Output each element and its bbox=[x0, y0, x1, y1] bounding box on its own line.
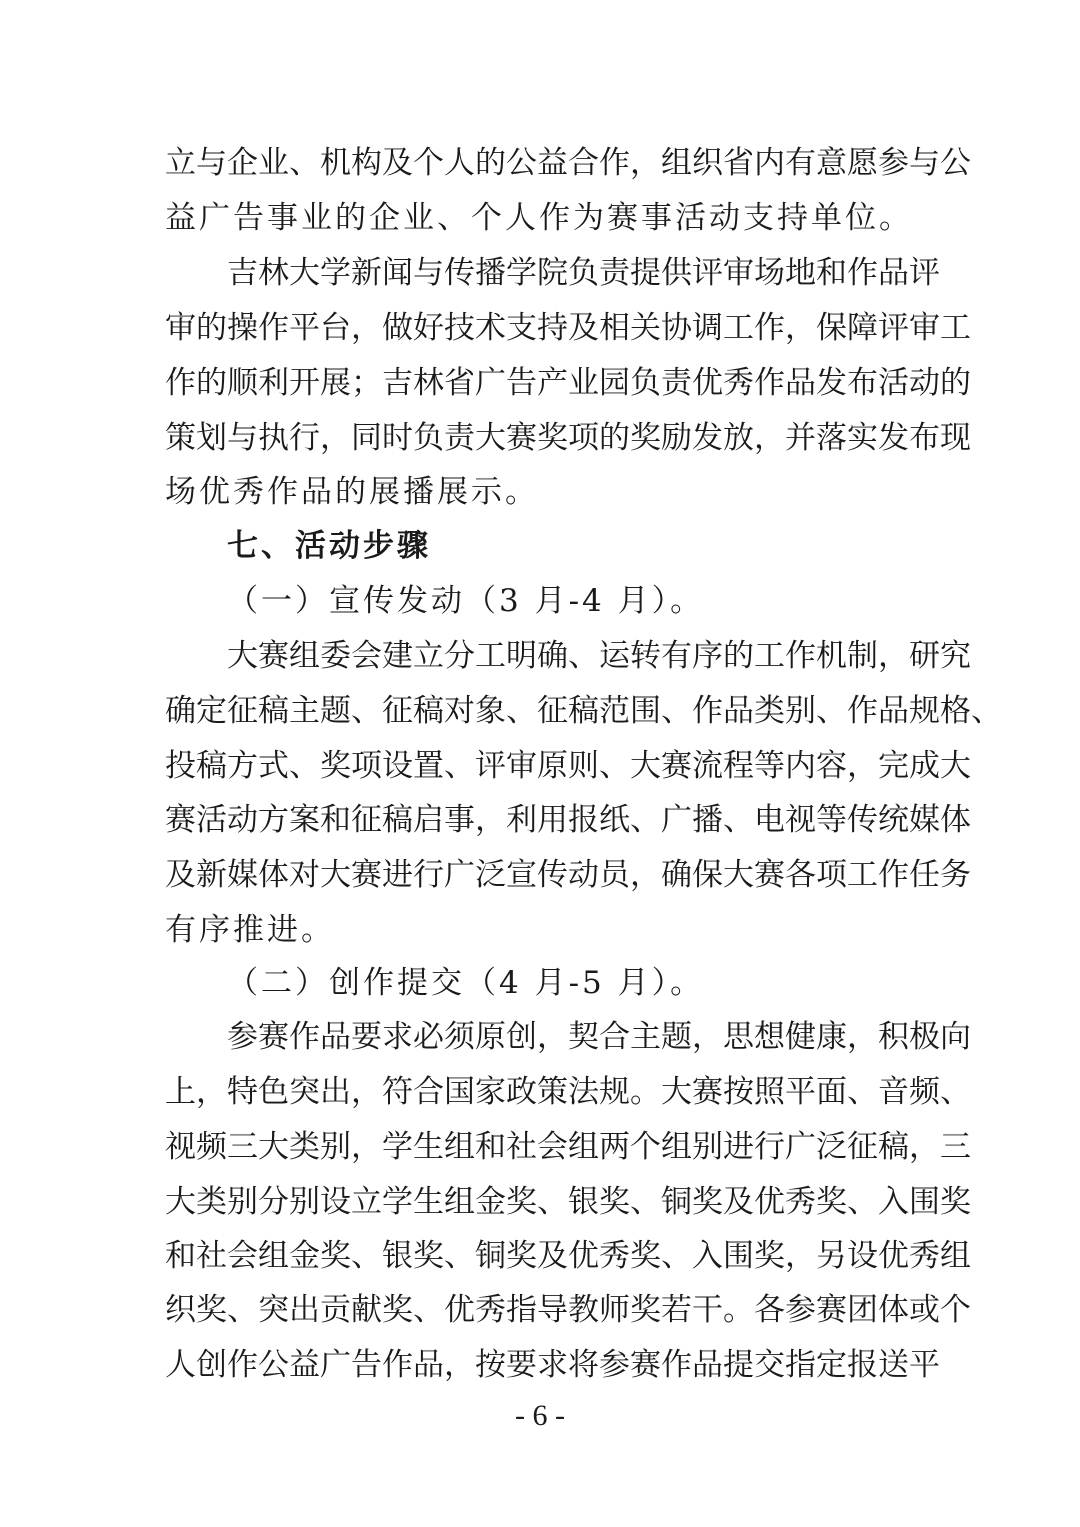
step-2-line-3: 视频三大类别，学生组和社会组两个组别进行广泛征稿，三 bbox=[165, 1129, 971, 1165]
step-1-line-1: 大赛组委会建立分工明确、运转有序的工作机制，研究 bbox=[227, 638, 971, 674]
step-2-line-1: 参赛作品要求必须原创，契合主题，思想健康，积极向 bbox=[227, 1019, 971, 1055]
step-2-heading: （二）创作提交（4 月-5 月）。 bbox=[227, 965, 705, 1001]
paragraph-2-line-5: 场优秀作品的展播展示。 bbox=[165, 474, 539, 510]
step-2-line-7: 人创作公益广告作品，按要求将参赛作品提交指定报送平 bbox=[165, 1347, 940, 1383]
step-2-line-5: 和社会组金奖、银奖、铜奖及优秀奖、入围奖，另设优秀组 bbox=[165, 1238, 971, 1274]
section-heading-steps: 七、活动步骤 bbox=[227, 528, 431, 564]
step-2-line-2: 上，特色突出，符合国家政策法规。大赛按照平面、音频、 bbox=[165, 1074, 971, 1110]
step-1-line-2: 确定征稿主题、征稿对象、征稿范围、作品类别、作品规格、 bbox=[165, 693, 1002, 729]
step-1-line-4: 赛活动方案和征稿启事，利用报纸、广播、电视等传统媒体 bbox=[165, 802, 971, 838]
paragraph-2-line-1: 吉林大学新闻与传播学院负责提供评审场地和作品评 bbox=[227, 255, 940, 291]
page-number: - 6 - bbox=[515, 1399, 565, 1432]
step-1-line-3: 投稿方式、奖项设置、评审原则、大赛流程等内容，完成大 bbox=[165, 748, 971, 784]
step-1-line-5: 及新媒体对大赛进行广泛宣传动员，确保大赛各项工作任务 bbox=[165, 857, 971, 893]
paragraph-2-line-2: 审的操作平台，做好技术支持及相关协调工作，保障评审工 bbox=[165, 310, 971, 346]
step-1-line-6: 有序推进。 bbox=[165, 912, 335, 948]
step-1-heading: （一）宣传发动（3 月-4 月）。 bbox=[227, 583, 705, 619]
paragraph-2-line-3: 作的顺利开展；吉林省广告产业园负责优秀作品发布活动的 bbox=[165, 365, 971, 401]
step-2-line-6: 织奖、突出贡献奖、优秀指导教师奖若干。各参赛团体或个 bbox=[165, 1292, 971, 1328]
paragraph-2-line-4: 策划与执行，同时负责大赛奖项的奖励发放，并落实发布现 bbox=[165, 420, 971, 456]
step-2-line-4: 大类别分别设立学生组金奖、银奖、铜奖及优秀奖、入围奖 bbox=[165, 1184, 971, 1220]
paragraph-1-line-1: 立与企业、机构及个人的公益合作，组织省内有意愿参与公 bbox=[165, 145, 971, 181]
paragraph-1-line-2: 益广告事业的企业、个人作为赛事活动支持单位。 bbox=[165, 200, 913, 236]
